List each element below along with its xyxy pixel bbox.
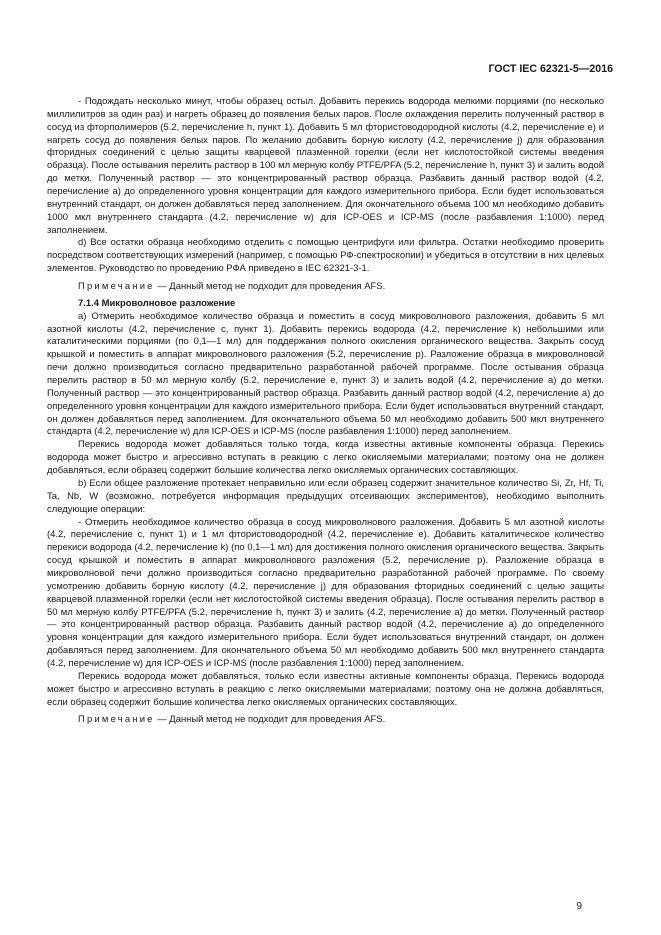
- paragraph-procedure: - Отмерить необходимое количество образца в сосуд микроволнового разложения. Добавить 5 мл азотной кислоты (4.2, перечисление с, пункт 1) и 1 мл фтористоводородной (4.2, перечисление е). Добавить каталитическое количество перекиси водорода (4.2, перечисление k) (по 0,1—1 мл) для достижения полного окисления органического вещества. Закрыть сосуд крышкой и поместить в аппарат микроволнового разложения (5.2, перечисление р). Разложение образца в микроволновой печи должно производиться согласно предварительно разработанной рабочей программе. По своему усмотрению добавить борную кислоту (4.2, перечисление j) для образования фторидных соединений с целью защиты кварцевой плазменной горелки (если нет кислотостойкой системы введения образца). После остывания перелить раствор в 50 мл мерную колбу PTFE/PFA (5.2, перечисление h, пункт 3) и залить (4.2, перечисление а) до метки. Полученный раствор — это концентрированный раствор образца. Разбавить данный раствор водой (4.2, перечисление а) до определенного уровня концентрации для каждого измерительного прибора. Если будет использоваться внутренний стандарт, он должен добавляться перед заполнением. Для окончательного объема 50 мл необходимо добавить 500 мкл внутреннего стандарта (4.2, перечисление w) для ICP-OES и ICP-MS (после разбавления 1:1000) перед заполнением.: [47, 516, 604, 669]
- page-number: 9: [576, 901, 582, 912]
- note-label: Примечание: [78, 714, 155, 726]
- paragraph-peroxide-1: Перекись водорода может добавляться только тогда, когда известны активные компоненты образца. Перекись водорода может быстро и агрессивно вступать в реакцию с легко окисляемыми материалами; поэтому она не должен добавляться, если образец содержит большие количества легко окисляемых органических составляющих.: [47, 439, 604, 477]
- section-heading: 7.1.4 Микроволновое разложение: [78, 297, 236, 309]
- paragraph-peroxide-2: Перекись водорода может добавляться, только если известны активные компоненты образца. Перекись водорода может быстро и агрессивно вступать в реакцию с легко окисляемыми материалами; поэтому она не должна добавляться, если образец содержит большие количества легко окисляемых органических составляющих.: [47, 670, 604, 708]
- note-text: — Данный метод не подходит для проведения AFS.: [154, 714, 386, 726]
- note-1: [47, 281, 604, 294]
- paragraph-b: b) Если общее разложение протекает неправильно или если образец содержит значительное количество Si, Zr, Hf, Ti, Ta, Nb, W (возможно, потребуется информация предыдущих отсеивающих экспериментов), необходимо выполнить следующие операции:: [47, 477, 604, 515]
- note-2: [47, 714, 604, 727]
- paragraph-cooling: - Подождать несколько минут, чтобы образец остыл. Добавить перекись водорода мелкими порциями (по несколько миллилитров за один раз) и нагреть образец до появления белых паров. После охлаждения перелить полученный раствор в сосуд из фторполимеров (5.2, перечисление h, пункт 1). Добавить 5 мл фтористоводородной кислоты (4.2, перечисление е) и нагреть сосуд до появления белых паров. По желанию добавить борную кислоту (4.2, перечисление j) для образования фторидных соединений с целью защиты кварцевой плазменной горелки (если нет кислотостойкой системы введения образца). После остывания перелить раствор в 100 мл мерную колбу PTFE/PFA (5.2, перечисление h, пункт 3) и залить водой до метки. Полученный раствор — это концентрированный раствор образца. Разбавить данный раствор водой (4.2, перечисление а) до определенного уровня концентрации для каждого измерительного прибора. Если будет использоваться внутренний стандарт, он должен добавляться перед заполнением. Для окончательного объема 100 мл необходимо добавить 1000 мкл внутреннего стандарта (4.2, перечисление w) для ICP-OES и ICP-MS (после разбавления 1:1000) перед заполнением.: [47, 96, 604, 236]
- document-header: ГОСТ IEC 62321-5—2016: [488, 63, 613, 75]
- paragraph-d: d) Все остатки образца необходимо отделить с помощью центрифуги или фильтра. Остатки необходимо проверить посредством соответствующих измерений (например, с помощью РФ-спектроскопии) и убедиться в отсутствии в них целевых элементов. Руководство по проведению РФА приведено в IEC 62321-3-1.: [47, 237, 604, 275]
- note-text: — Данный метод не подходит для проведения AFS.: [154, 281, 386, 293]
- note-label: Примечание: [78, 281, 155, 293]
- paragraph-a: а) Отмерить необходимое количество образца и поместить в сосуд микроволнового разложения, добавить 5 мл азотной кислоты (4.2, перечисление с, пункт 1). Добавить перекись водорода (4.2, перечисление k) небольшими или каталитическими порциями (по 0,1—1 мл) для поддержания полного окисления органического вещества. Закрыть сосуд крышкой и поместить в аппарат микроволнового разложения (5.2, перечисление р). Разложение образца в микроволновой печи должно производиться согласно предварительно разработанной рабочей программе. После остывания образца перелить раствор в 50 мл мерную колбу (5.2, перечисление е, пункт 3) и залить водой (4.2, перечисление а) до метки. Полученный раствор — это концентрированный раствор образца. Разбавить данный раствор водой (4.2, перечисление а) до определенного уровня концентрации для каждого измерительного прибора. Если будет использоваться внутренний стандарт, он должен добавляться перед заполнением. Для окончательного объема 50 мл необходимо добавить 500 мкл внутреннего стандарта (4.2, перечисление w) для ICP-OES и ICP-MS (после разбавления 1:1000) перед заполнением.: [47, 310, 604, 438]
- document-body: [47, 96, 604, 731]
